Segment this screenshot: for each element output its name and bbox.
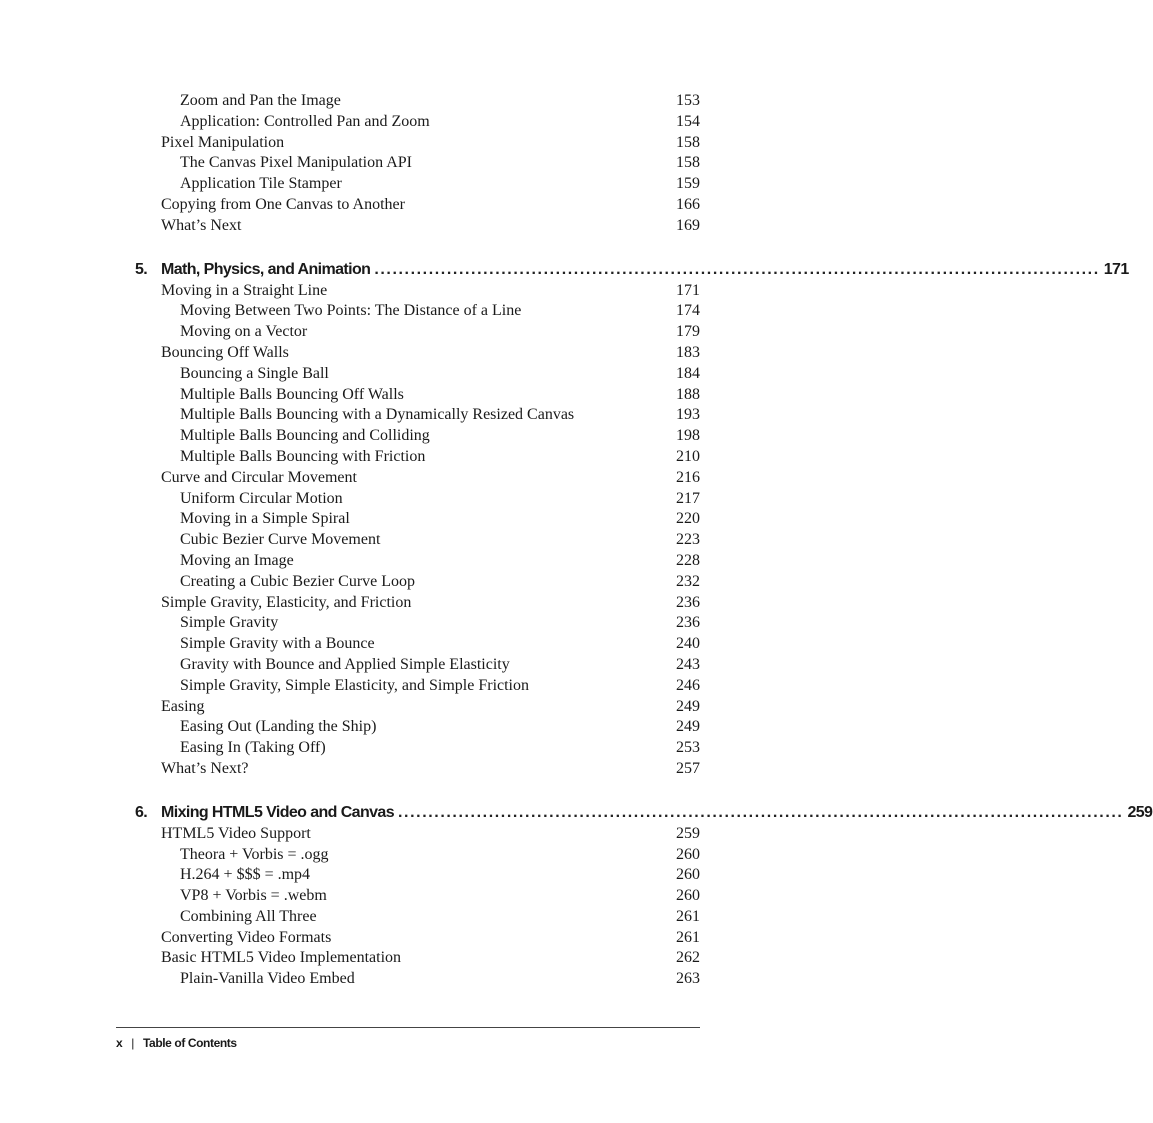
toc-entry-title: Application Tile Stamper <box>180 175 342 193</box>
chapter-number: 6. <box>135 803 148 821</box>
toc-subsection-entry <box>118 613 701 634</box>
toc-chapter-heading <box>118 259 1129 281</box>
toc-entry-page: 236 <box>676 593 700 611</box>
toc-section-entry <box>118 343 701 364</box>
toc-entry-title: Cubic Bezier Curve Movement <box>180 531 381 549</box>
chapter-number: 5. <box>135 260 148 278</box>
toc-subsection-entry <box>118 153 701 174</box>
footer-page-number: x <box>116 1036 123 1050</box>
toc-subsection-entry <box>118 717 701 738</box>
toc-subsection-entry <box>118 634 701 655</box>
toc-entry-page: 188 <box>676 385 700 403</box>
footer-separator: | <box>131 1036 134 1050</box>
toc-entry-page: 210 <box>676 447 700 465</box>
toc-section-entry <box>118 593 701 614</box>
toc-subsection-entry <box>118 426 701 447</box>
toc-section-entry <box>118 697 701 718</box>
toc-subsection-entry <box>118 385 701 406</box>
toc-entry-title: Basic HTML5 Video Implementation <box>161 949 402 967</box>
toc-entry-title: Gravity with Bounce and Applied Simple Elasticity <box>180 655 510 673</box>
toc-entry-title: Creating a Cubic Bezier Curve Loop <box>180 572 416 590</box>
toc-entry-page: 179 <box>676 323 700 341</box>
toc-entry-page: 184 <box>676 364 700 382</box>
toc-section-entry <box>118 195 701 216</box>
toc-entry-title: Bouncing Off Walls <box>161 343 289 361</box>
chapter-title: Mixing HTML5 Video and Canvas <box>161 803 395 821</box>
toc-entry-title: Uniform Circular Motion <box>180 489 343 507</box>
toc-entry-title: Moving an Image <box>180 551 294 569</box>
toc-entry-page: 259 <box>676 824 700 842</box>
toc-entry-title: What’s Next? <box>161 759 249 777</box>
toc-entry-page: 260 <box>676 866 700 884</box>
toc-entry-title: Plain-Vanilla Video Embed <box>180 970 355 988</box>
toc-subsection-entry <box>118 738 701 759</box>
toc-entry-title: Curve and Circular Movement <box>161 468 357 486</box>
toc-entry-title: H.264 + $$$ = .mp4 <box>180 866 311 884</box>
toc-subsection-entry <box>118 530 701 551</box>
toc-entry-page: 159 <box>676 175 700 193</box>
toc-entry-page: 240 <box>676 635 700 653</box>
toc-subsection-entry <box>118 886 701 907</box>
toc-section-entry <box>118 468 701 489</box>
toc-subsection-entry <box>118 907 701 928</box>
toc-subsection-entry <box>118 91 701 112</box>
footer-rule <box>116 1027 700 1028</box>
toc-entry-title: Simple Gravity, Elasticity, and Friction <box>161 593 412 611</box>
toc-entry-title: Moving Between Two Points: The Distance of a Line <box>180 302 522 320</box>
toc-subsection-entry <box>118 364 701 385</box>
toc-subsection-entry <box>118 174 701 195</box>
toc-section-entry <box>118 928 701 949</box>
toc-entry-page: 260 <box>676 845 700 863</box>
toc-entry-page: 216 <box>676 468 700 486</box>
toc-entry-title: Simple Gravity <box>180 614 279 632</box>
toc-subsection-entry <box>118 405 701 426</box>
table-of-contents <box>118 91 1153 990</box>
toc-entry-title: Combining All Three <box>180 907 317 925</box>
footer-label: Table of Contents <box>143 1036 237 1050</box>
toc-subsection-entry <box>118 301 701 322</box>
toc-subsection-entry <box>118 969 701 990</box>
toc-subsection-entry <box>118 655 701 676</box>
toc-subsection-entry <box>118 676 701 697</box>
toc-entry-page: 158 <box>676 154 700 172</box>
toc-entry-title: HTML5 Video Support <box>161 824 311 842</box>
toc-entry-page: 246 <box>676 676 700 694</box>
toc-entry-title: Bouncing a Single Ball <box>180 364 329 382</box>
toc-entry-page: 262 <box>676 949 700 967</box>
toc-entry-title: Theora + Vorbis = .ogg <box>180 845 329 863</box>
toc-entry-page: 198 <box>676 427 700 445</box>
toc-section-entry <box>118 133 701 154</box>
toc-entry-page: 261 <box>676 907 700 925</box>
toc-entry-page: 249 <box>676 718 700 736</box>
toc-subsection-entry <box>118 447 701 468</box>
toc-entry-page: 220 <box>676 510 700 528</box>
toc-entry-page: 169 <box>676 216 700 234</box>
toc-subsection-entry <box>118 112 701 133</box>
toc-subsection-entry <box>118 551 701 572</box>
toc-entry-title: Zoom and Pan the Image <box>180 92 341 109</box>
toc-subsection-entry <box>118 572 701 593</box>
toc-subsection-entry <box>118 865 701 886</box>
toc-entry-page: 223 <box>676 531 700 549</box>
chapter-page: 171 <box>1103 260 1129 278</box>
toc-entry-title: Multiple Balls Bouncing and Colliding <box>180 427 430 445</box>
toc-entry-page: 253 <box>676 739 700 757</box>
toc-chapter-heading <box>118 802 1153 824</box>
toc-entry-page: 158 <box>676 133 700 151</box>
page-footer <box>116 1034 237 1052</box>
toc-section-entry <box>118 759 701 780</box>
toc-entry-title: Multiple Balls Bouncing Off Walls <box>180 385 404 403</box>
toc-entry-page: 263 <box>676 970 700 988</box>
toc-entry-title: What’s Next <box>161 216 242 234</box>
toc-entry-title: Multiple Balls Bouncing with a Dynamically Resized Canvas <box>180 406 575 424</box>
toc-entry-title: Multiple Balls Bouncing with Friction <box>180 447 426 465</box>
toc-entry-title: The Canvas Pixel Manipulation API <box>180 154 412 172</box>
toc-entry-title: Easing In (Taking Off) <box>180 739 326 757</box>
toc-entry-title: Moving in a Simple Spiral <box>180 510 350 528</box>
toc-entry-page: 166 <box>676 195 700 213</box>
toc-entry-page: 193 <box>676 406 700 424</box>
toc-entry-title: Copying from One Canvas to Another <box>161 195 405 213</box>
toc-entry-title: Simple Gravity, Simple Elasticity, and Simple Friction <box>180 676 529 694</box>
toc-entry-page: 154 <box>676 112 700 130</box>
toc-entry-page: 260 <box>676 887 700 905</box>
toc-subsection-entry <box>118 845 701 866</box>
toc-entry-page: 217 <box>676 489 700 507</box>
toc-entry-page: 261 <box>676 928 700 946</box>
toc-section-entry <box>118 281 701 302</box>
toc-entry-page: 153 <box>676 92 700 109</box>
toc-entry-title: Easing <box>161 697 205 715</box>
toc-subsection-entry <box>118 322 701 343</box>
toc-entry-page: 183 <box>676 343 700 361</box>
toc-entry-title: Moving on a Vector <box>180 323 308 341</box>
toc-entry-title: Pixel Manipulation <box>161 133 285 151</box>
toc-section-entry <box>118 216 701 237</box>
toc-entry-page: 236 <box>676 614 700 632</box>
chapter-title: Math, Physics, and Animation <box>161 260 371 278</box>
toc-entry-title: Converting Video Formats <box>161 928 332 946</box>
dot-leader: ........................................................................................................................ <box>374 260 1100 278</box>
toc-entry-page: 257 <box>676 759 700 777</box>
toc-entry-title: Moving in a Straight Line <box>161 281 328 299</box>
toc-entry-title: Simple Gravity with a Bounce <box>180 635 375 653</box>
toc-entry-title: Easing Out (Landing the Ship) <box>180 718 377 736</box>
toc-section-entry <box>118 948 701 969</box>
toc-entry-page: 228 <box>676 551 700 569</box>
toc-entry-page: 249 <box>676 697 700 715</box>
dot-leader: ........................................................................................................................ <box>398 803 1124 821</box>
toc-entry-page: 174 <box>676 302 700 320</box>
toc-entry-page: 232 <box>676 572 700 590</box>
toc-entry-title: Application: Controlled Pan and Zoom <box>180 112 430 130</box>
chapter-page: 259 <box>1127 803 1153 821</box>
toc-subsection-entry <box>118 489 701 510</box>
toc-entry-page: 171 <box>676 281 700 299</box>
toc-subsection-entry <box>118 509 701 530</box>
toc-entry-page: 243 <box>676 655 700 673</box>
toc-entry-title: VP8 + Vorbis = .webm <box>180 887 327 905</box>
toc-section-entry <box>118 824 701 845</box>
